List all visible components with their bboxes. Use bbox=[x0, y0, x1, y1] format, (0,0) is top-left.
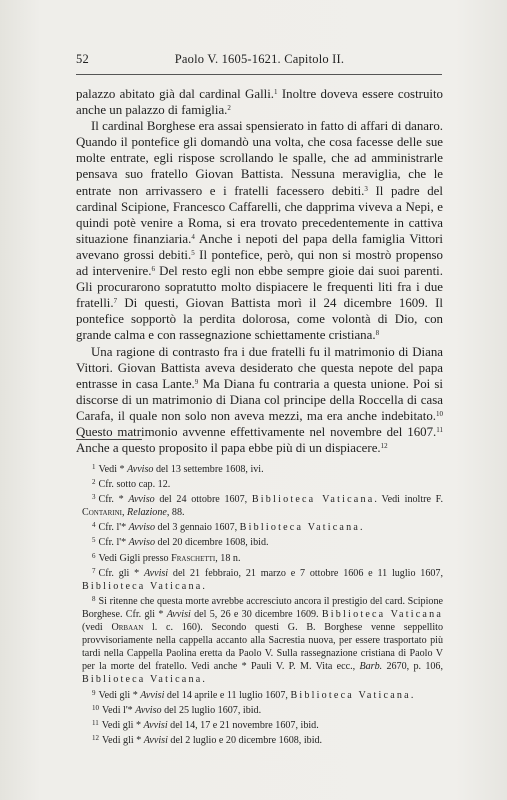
footnote-ref: 8 bbox=[375, 329, 380, 338]
spaced-text: Biblioteca Vaticana bbox=[82, 674, 203, 686]
paragraph bbox=[76, 118, 443, 343]
footnote bbox=[82, 550, 443, 565]
footnote-mark: 8 bbox=[92, 594, 96, 603]
text-run: Vedi * bbox=[98, 464, 128, 475]
footnote-mark: 3 bbox=[92, 493, 96, 502]
page-number: 52 bbox=[76, 52, 89, 66]
text-run: . bbox=[202, 674, 205, 686]
text-run: Ma Diana fu contraria a questa unione. Poi si discorse di un matrimonio di Diana col principe della Roccella di casa Carafa, il quale non solo non aveva mezzi, ma era anche indebitato. bbox=[76, 376, 443, 423]
footnote-mark: 5 bbox=[92, 536, 96, 545]
footnote bbox=[82, 687, 443, 702]
paragraph bbox=[76, 86, 443, 118]
italic-text: Avvisi bbox=[144, 567, 169, 579]
footnote-mark: 1 bbox=[92, 463, 96, 471]
footnote bbox=[82, 565, 443, 593]
footnote bbox=[82, 702, 443, 717]
footnote bbox=[82, 519, 443, 534]
italic-text: Avviso bbox=[128, 537, 155, 549]
footnote-ref: 11 bbox=[436, 425, 443, 434]
footnote-separator bbox=[76, 439, 142, 440]
text-run: Si ritenne che questa morte avrebbe accresciuto ancora il prestigio del card. Scipione Borghese. Cfr. gli * bbox=[82, 595, 443, 620]
text-run: , 88. bbox=[166, 507, 185, 519]
footnote bbox=[82, 534, 443, 549]
text-run: del 20 dicembre 1608, ibid. bbox=[155, 537, 269, 549]
text-run: del 25 luglio 1607, ibid. bbox=[161, 704, 262, 716]
text-run: del 21 febbraio, 21 marzo e 7 ottobre 1606 e 11 luglio 1607, bbox=[168, 567, 444, 579]
italic-text: Avviso bbox=[135, 704, 162, 716]
text-run: . bbox=[410, 689, 414, 701]
footnote-ref: 6 bbox=[151, 265, 155, 274]
header-rule bbox=[76, 74, 442, 75]
italic-text: Avvisi bbox=[143, 719, 168, 731]
footnote-ref: 2 bbox=[227, 104, 231, 113]
text-run: Cfr. sotto cap. 12. bbox=[98, 479, 171, 491]
text-run: del 13 settembre 1608, ivi. bbox=[153, 464, 264, 475]
text-run: Questo matrimonio avvenne effettivamente nel novembre del 1607. bbox=[76, 424, 437, 439]
text-run: Di questi, Giovan Battista morì il 24 dicembre 1609. Il pontefice sopportò la perdita dolorosa, come volontà di Dio, con grande calma e con rassegnazione schiettamente cristiana. bbox=[76, 296, 443, 343]
small-caps-name: Fraschetti bbox=[171, 552, 216, 564]
small-caps-name: Contarini bbox=[82, 507, 122, 519]
text-run: Cfr. l'* bbox=[98, 537, 129, 549]
footnote-mark: 12 bbox=[92, 733, 99, 742]
footnote-ref: 12 bbox=[380, 442, 388, 451]
footnote bbox=[82, 461, 443, 476]
footnote bbox=[82, 593, 443, 687]
footnote bbox=[82, 476, 443, 491]
spaced-text: Biblioteca Vaticana bbox=[321, 608, 443, 620]
text-run: Il cardinal Borghese era assai spensierato in fatto di affari di danaro. Quando il pontefice gli domandò una volta, che cosa facesse delle sue molte entrate, egli rispose scrollando le spalle, che ad amministrarle pensava suo fratello Giovan Battista. Nessuna meraviglia, che le entrate non arrivassero e i fratelli facessero debiti. bbox=[76, 119, 443, 198]
footnote-ref: 4 bbox=[191, 232, 195, 241]
text-run: del 24 ottobre 1607, bbox=[154, 494, 252, 506]
text-run: . bbox=[202, 580, 205, 592]
footnote-mark: 2 bbox=[92, 478, 96, 487]
text-run: l. c. 160). Secondo questi G. B. Borghese venne seppellito provvisoriamente nella cappella accanto alla Sacrestia nuova, per essere trasportato più tardi nella Cappella Paolina eretta da Paolo V. Sulla rassegnazione cristiana di Paolo V per la morte del fratello. Vedi anche * Pauli V. P. M. Vita ecc., bbox=[82, 622, 444, 673]
text-run: Vedi l'* bbox=[102, 704, 136, 716]
text-run: Del resto egli non ebbe sempre gioie dai suoi parenti. Gli procurarono sopratutto molto dispiacere le frequenti liti fra i due fratelli. bbox=[76, 264, 443, 311]
text-run: del 3 gennaio 1607, bbox=[155, 522, 240, 534]
footnote-mark: 10 bbox=[92, 703, 99, 712]
footnote-mark: 11 bbox=[92, 718, 99, 727]
footnotes bbox=[82, 461, 443, 747]
footnote-ref: 9 bbox=[194, 377, 199, 386]
text-run: Anche i nepoti del papa della famiglia Vittori avevano grossi debiti. bbox=[76, 231, 443, 262]
italic-text: Relazione bbox=[127, 507, 167, 519]
text-run: Vedi gli * bbox=[98, 689, 141, 701]
footnote-ref: 7 bbox=[113, 297, 118, 306]
footnote-ref: 5 bbox=[191, 248, 195, 257]
text-run: Anche a questo proposito il papa ebbe più di un dispiacere. bbox=[76, 441, 381, 456]
footnote-ref: 1 bbox=[274, 88, 278, 96]
text-run: Cfr. * bbox=[98, 494, 129, 506]
text-run: Vedi gli * bbox=[101, 719, 144, 731]
text-run: Cfr. gli * bbox=[98, 567, 144, 579]
footnote bbox=[82, 491, 443, 519]
footnote-mark: 9 bbox=[92, 688, 96, 697]
text-run: Cfr. l'* bbox=[98, 522, 129, 534]
text-run: . bbox=[360, 522, 363, 534]
small-caps-name: Orbaan bbox=[111, 622, 144, 634]
text-run: del 14, 17 e 21 novembre 1607, ibid. bbox=[167, 719, 319, 731]
footnote bbox=[82, 717, 443, 732]
text-run: del 5, 26 e 30 dicembre 1609. bbox=[190, 608, 322, 620]
footnote-mark: 6 bbox=[92, 551, 96, 560]
footnote-mark: 7 bbox=[92, 566, 96, 575]
text-run: Inoltre doveva essere costruito anche un palazzo di famiglia. bbox=[76, 87, 444, 118]
italic-text: Avvisi bbox=[143, 734, 168, 746]
text-run: (vedi bbox=[82, 622, 112, 634]
spaced-text: Biblioteca Vaticana bbox=[290, 689, 411, 701]
text-run: Una ragione di contrasto fra i due fratelli fu il matrimonio di Diana Vittori. Giovan Battista aveva desiderato che questa nepote del papa entrasse in casa Lante. bbox=[76, 344, 443, 391]
text-run: Vedi gli * bbox=[102, 734, 144, 746]
italic-text: Avviso bbox=[128, 522, 155, 534]
text-run: , 18 n. bbox=[215, 552, 241, 564]
spaced-text: Biblioteca Vaticana bbox=[239, 522, 361, 534]
text-run: palazzo abitato già dal cardinal Galli. bbox=[76, 87, 275, 101]
text-run: 2670, p. 106, bbox=[382, 661, 443, 673]
italic-text: Avvisi bbox=[140, 689, 165, 701]
text-run: Il padre del cardinal Scipione, Francesco Caffarelli, che dapprima viveva a Nepi, e quindi potè venire a Roma, si era trovato precedentemente in cattiva situazione finanziaria. bbox=[76, 183, 443, 246]
footnote-mark: 4 bbox=[92, 521, 96, 530]
text-run: Il pontefice, però, qui non si mostrò propenso ad intervenire. bbox=[76, 247, 443, 279]
italic-text: Avviso bbox=[128, 494, 155, 506]
text-run: Vedi Gigli presso bbox=[98, 552, 172, 564]
italic-text: Barb. bbox=[359, 661, 383, 673]
footnote bbox=[82, 732, 443, 747]
text-run: . Vedi inoltre F. bbox=[374, 494, 444, 506]
italic-text: Avvisi bbox=[166, 608, 191, 620]
text-run: del 14 aprile e 11 luglio 1607, bbox=[164, 689, 291, 701]
spaced-text: Biblioteca Vaticana bbox=[251, 494, 375, 506]
text-run: , bbox=[122, 507, 128, 519]
text-run: del 2 luglio e 20 dicembre 1608, ibid. bbox=[167, 734, 323, 746]
spaced-text: Biblioteca Vaticana bbox=[82, 580, 203, 592]
footnote-ref: 3 bbox=[364, 184, 368, 193]
running-head: Paolo V. 1605-1621. Capitolo II. bbox=[174, 52, 345, 66]
italic-text: Avviso bbox=[127, 464, 154, 475]
main-text bbox=[76, 86, 443, 456]
page-header bbox=[76, 52, 443, 68]
footnote-ref: 10 bbox=[436, 409, 443, 418]
